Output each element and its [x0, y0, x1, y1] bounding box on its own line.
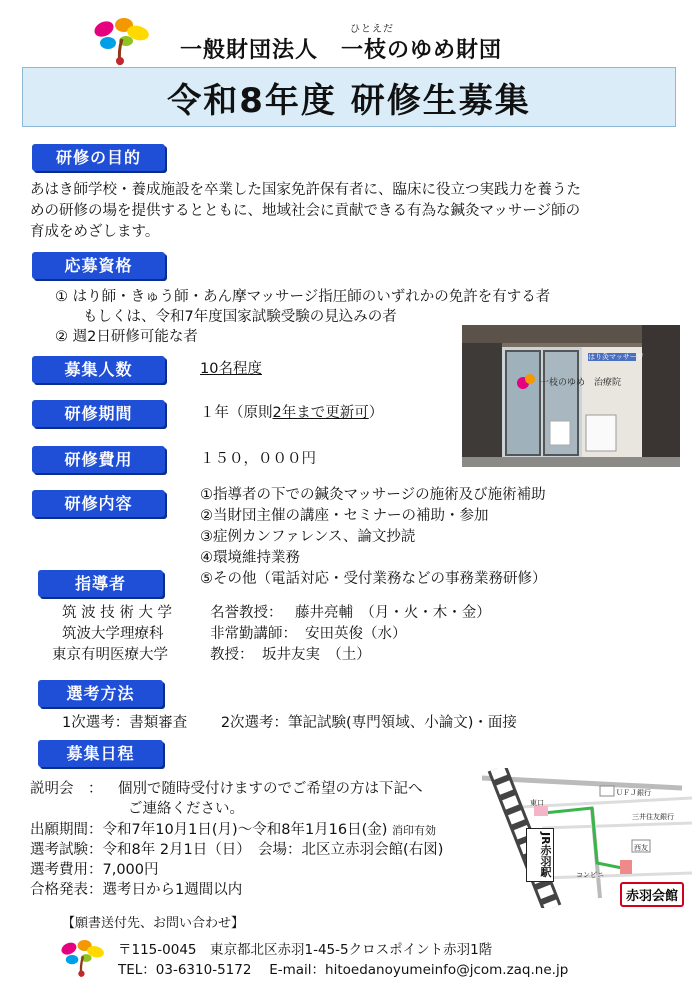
photo-sign-sub: 治療院 — [594, 378, 622, 388]
map-label-east-exit: 東口 — [530, 799, 544, 807]
exam-info: 選考試験：令和8年 2月1日（日） 会場：北区立赤羽会館(右図) — [30, 842, 444, 858]
content-item-2: ②当財団主催の講座・セミナーの補助・参加 — [200, 508, 489, 524]
contact-tel-email: TEL：03-6310-5172 E-mail：hitoedanoyumeinfo@jcom.zaq.ne.jp — [118, 962, 569, 978]
fee-label: 研修費用 — [32, 446, 165, 473]
eligibility-label: 応募資格 — [32, 252, 165, 279]
period-value-post: ） — [368, 405, 384, 421]
eligibility-line-1: ① はり師・きゅう師・あん摩マッサージ指圧師のいずれかの免許を有する者 — [55, 289, 551, 305]
instructor-name-1: 藤井亮輔 （月・火・木・金） — [295, 605, 491, 621]
instructor-role-1: 名誉教授： — [210, 605, 283, 621]
apply-period-text: 出願期間：令和7年10月1日(月)～令和8年1月16日(金) — [30, 822, 388, 838]
instructor-affil-1: 筑 波 技 術 大 学 — [62, 605, 173, 621]
selection-text: 1次選考：書類審査 2次選考：筆記試験(専門領域、小論文)・面接 — [62, 715, 517, 731]
briefing-line-1: 個別で随時受付けますのでご希望の方は下記へ — [118, 781, 423, 797]
footer-logo — [58, 937, 108, 979]
instructor-role-3: 教授： — [210, 647, 254, 663]
eligibility-line-2: もしくは、令和7年度国家試験受験の見込みの者 — [83, 309, 397, 325]
capacity-label: 募集人数 — [32, 356, 165, 383]
map-label-smbc: 三井住友銀行 — [632, 813, 674, 821]
capacity-value: 10名程度 — [200, 361, 262, 377]
selection-label: 選考方法 — [38, 680, 163, 707]
content-item-4: ④環境維持業務 — [200, 550, 300, 566]
period-value-pre: １年（原則 — [200, 405, 273, 421]
instructor-affil-3: 東京有明医療大学 — [52, 647, 168, 663]
fee-value: １５０，０００円 — [200, 451, 316, 467]
instructors-label: 指導者 — [38, 570, 163, 597]
contact-heading: 【願書送付先、お問い合わせ】 — [62, 916, 245, 931]
period-value — [200, 403, 383, 424]
clinic-photo — [462, 325, 680, 467]
eligibility-line-3: ② 週2日研修可能な者 — [55, 329, 198, 345]
contact-address: 〒115-0045 東京都北区赤羽1-45-5クロスポイント赤羽1階 — [118, 942, 493, 958]
map-station-label: JR赤羽駅 — [526, 828, 554, 882]
content-item-5: ⑤その他（電話対応・受付業務などの事務業務研修） — [200, 571, 547, 587]
briefing-label: 説明会 ： — [30, 781, 103, 797]
briefing-line-2: ご連絡ください。 — [128, 801, 244, 817]
org-ruby: ひとえだ — [350, 24, 394, 35]
purpose-line-2: めの研修の場を提供するとともに、地域社会に貢献できる有為な鍼灸マッサージ師の — [30, 203, 581, 219]
instructor-affil-2: 筑波大学理療科 — [62, 626, 164, 642]
instructor-name-3: 坂井友実 （土） — [262, 647, 371, 663]
org-name: 一般財団法人 一枝のゆめ財団 — [180, 38, 503, 63]
instructor-role-2: 非常勤講師： — [210, 626, 297, 642]
venue-map — [482, 768, 692, 908]
exam-fee: 選考費用：7,000円 — [30, 862, 159, 878]
map-label-seiyu: 西友 — [634, 844, 648, 852]
period-value-underlined: 2年まで更新可 — [272, 405, 369, 421]
foundation-logo — [90, 15, 154, 67]
apply-period — [30, 820, 436, 841]
photo-sign-top: はり灸マッサージ — [588, 353, 644, 361]
instructor-name-2: 安田英俊（水） — [305, 626, 407, 642]
map-label-ufj: ＵＦＪ銀行 — [616, 789, 651, 797]
photo-sign-name: 一枝のゆめ — [540, 378, 586, 388]
result-announce: 合格発表：選考日から1週間以内 — [30, 882, 243, 898]
content-label: 研修内容 — [32, 490, 165, 517]
map-venue-label: 赤羽会館 — [620, 882, 684, 907]
purpose-label: 研修の目的 — [32, 144, 165, 171]
content-item-3: ③症例カンファレンス、論文抄読 — [200, 529, 416, 545]
purpose-line-1: あはき師学校・養成施設を卒業した国家免許保有者に、臨床に役立つ実践力を養うた — [30, 182, 581, 198]
period-label: 研修期間 — [32, 400, 165, 427]
content-item-1: ①指導者の下での鍼灸マッサージの施術及び施術補助 — [200, 487, 546, 503]
schedule-label: 募集日程 — [38, 740, 163, 767]
apply-period-note: 消印有効 — [392, 824, 437, 837]
page-title: 令和8年度 研修生募集 — [22, 67, 676, 127]
purpose-line-3: 育成をめざします。 — [30, 224, 160, 240]
map-label-convenience: コンビニ — [576, 871, 604, 879]
